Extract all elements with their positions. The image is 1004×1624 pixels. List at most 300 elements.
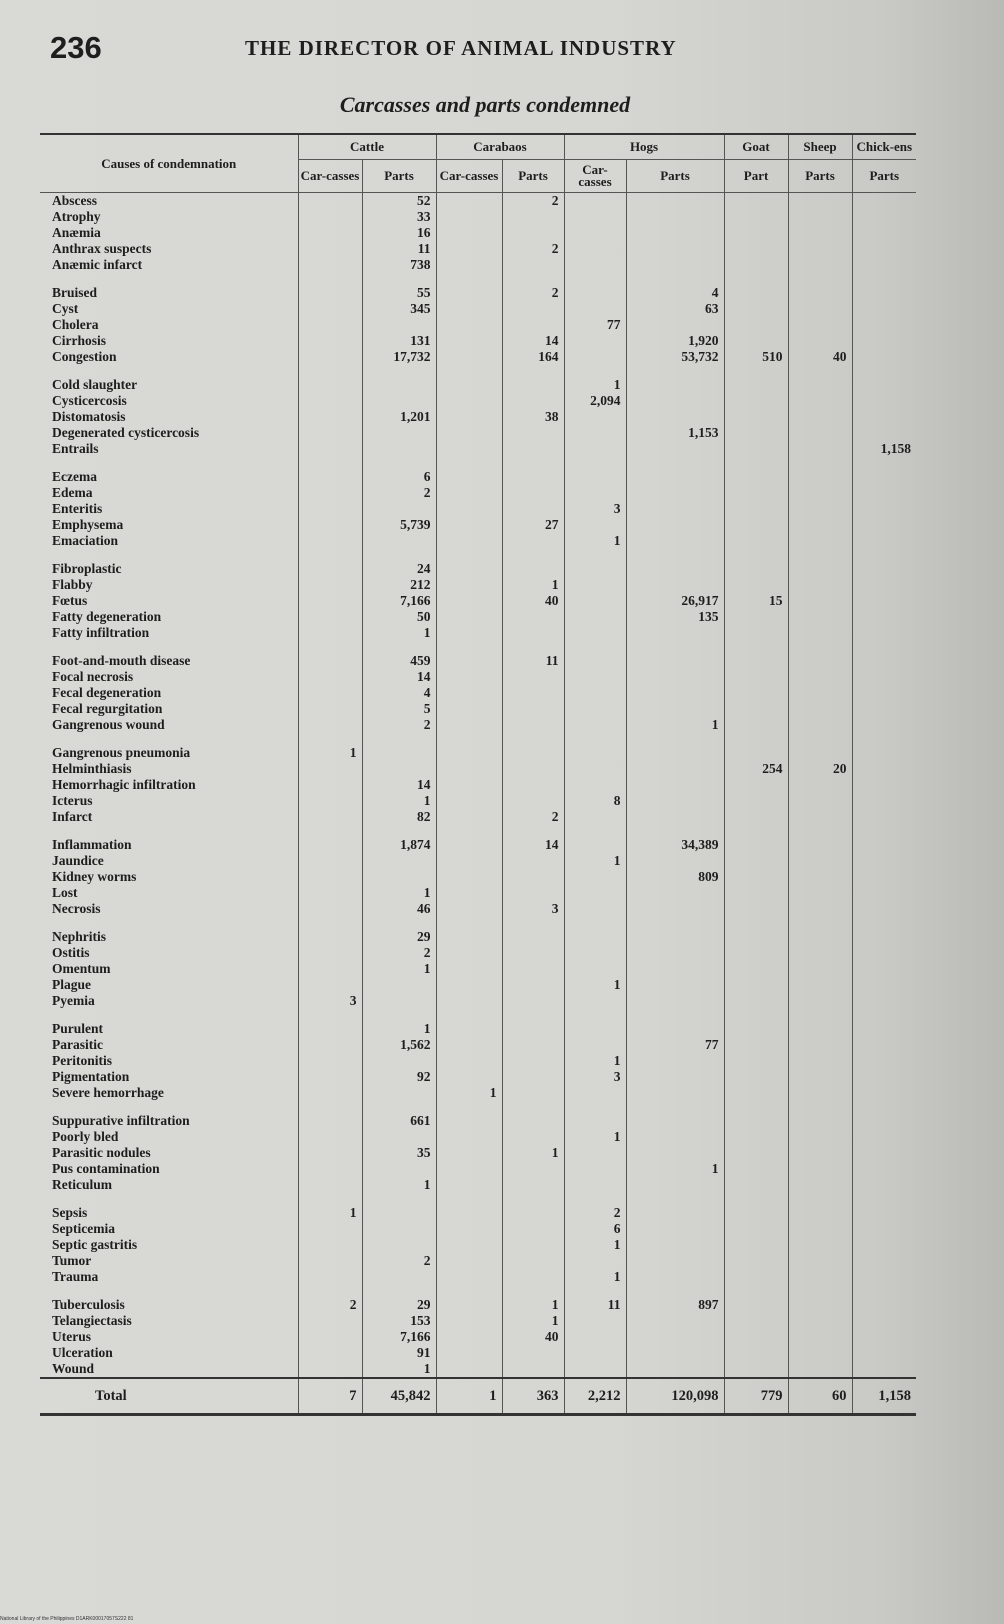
value-cell [788,853,852,869]
value-cell [436,257,502,273]
value-cell [502,961,564,977]
value-cell [626,885,724,901]
table-row [40,1329,916,1345]
value-cell [852,1037,916,1053]
table-row [40,393,916,409]
value-cell [788,317,852,333]
value-cell [626,257,724,273]
value-cell [724,717,788,733]
value-cell [362,1269,436,1285]
spacer-cell [852,549,916,561]
value-cell: 1,874 [362,837,436,853]
value-cell: 7,166 [362,593,436,609]
value-cell [724,609,788,625]
spacer-cell [724,365,788,377]
value-cell: 26,917 [626,593,724,609]
value-cell: 53,732 [626,349,724,365]
value-cell [724,225,788,241]
spacer-cell [852,457,916,469]
value-cell: 1,562 [362,1037,436,1053]
value-cell [724,993,788,1009]
value-cell [362,1161,436,1177]
cause-cell: Fatty infiltration [52,625,150,640]
value-cell [788,1085,852,1101]
value-cell [852,317,916,333]
value-cell [626,1237,724,1253]
value-cell: 2,094 [564,393,626,409]
spacer-cell [436,273,502,285]
spacer-cell [362,549,436,561]
cause-cell: Plague [52,977,91,992]
value-cell [564,717,626,733]
value-cell [626,469,724,485]
spacer-cell [298,273,362,285]
value-cell [788,469,852,485]
total-value: 7 [298,1378,362,1415]
value-cell [626,1361,724,1378]
table-row [40,609,916,625]
value-cell [852,1269,916,1285]
value-cell: 1 [502,1145,564,1161]
value-cell [724,853,788,869]
value-cell [564,301,626,317]
value-cell [788,1313,852,1329]
value-cell [564,209,626,225]
cause-cell: Distomatosis [52,409,126,424]
value-cell [626,901,724,917]
value-cell: 17,732 [362,349,436,365]
value-cell [788,625,852,641]
value-cell: 897 [626,1297,724,1313]
value-cell [298,501,362,517]
value-cell [436,517,502,533]
value-cell [436,793,502,809]
value-cell [436,577,502,593]
value-cell: 20 [788,761,852,777]
value-cell [502,393,564,409]
value-cell [564,1177,626,1193]
value-cell [852,853,916,869]
cause-cell: Cirrhosis [52,333,106,348]
value-cell [788,1053,852,1069]
cause-cell: Tuberculosis [52,1297,125,1312]
value-cell [564,809,626,825]
value-cell [852,577,916,593]
value-cell: 3 [564,501,626,517]
value-cell [852,1205,916,1221]
value-cell [436,717,502,733]
value-cell [626,225,724,241]
cause-cell: Wound [52,1361,95,1376]
value-cell [724,1329,788,1345]
value-cell [788,1253,852,1269]
value-cell [362,977,436,993]
value-cell [626,809,724,825]
value-cell [502,1345,564,1361]
value-cell [852,745,916,761]
group-spacer [40,457,916,469]
cause-cell: Fatty degeneration [52,609,162,624]
value-cell [436,1129,502,1145]
value-cell [626,945,724,961]
table-row [40,685,916,701]
value-cell: 38 [502,409,564,425]
spacer-cell [502,1009,564,1021]
group-spacer [40,641,916,653]
value-cell: 2 [502,193,564,210]
value-cell [724,809,788,825]
value-cell [502,533,564,549]
group-spacer [40,549,916,561]
value-cell [724,945,788,961]
spacer-cell [40,825,298,837]
value-cell [564,593,626,609]
value-cell [852,517,916,533]
value-cell [298,469,362,485]
spacer-cell [724,273,788,285]
value-cell [788,1069,852,1085]
value-cell: 2 [502,809,564,825]
value-cell [788,1205,852,1221]
spacer-cell [852,273,916,285]
table-row [40,317,916,333]
value-cell [626,1113,724,1129]
value-cell [626,761,724,777]
value-cell [788,1221,852,1237]
spacer-cell [626,1193,724,1205]
value-cell [852,885,916,901]
spacer-cell [502,1101,564,1113]
total-value: 60 [788,1378,852,1415]
value-cell [626,653,724,669]
value-cell [788,1345,852,1361]
value-cell [852,653,916,669]
spacer-cell [788,1285,852,1297]
value-cell [724,1129,788,1145]
cause-cell: Infarct [52,809,93,824]
spacer-cell [362,733,436,745]
value-cell [724,1177,788,1193]
value-cell [724,1053,788,1069]
value-cell [852,993,916,1009]
value-cell [626,625,724,641]
value-cell [298,885,362,901]
value-cell [298,301,362,317]
value-cell [564,257,626,273]
value-cell [788,777,852,793]
value-cell [788,517,852,533]
value-cell [724,1313,788,1329]
value-cell [298,193,362,210]
group-spacer [40,917,916,929]
spacer-cell [40,641,298,653]
value-cell [788,1361,852,1378]
value-cell [502,1269,564,1285]
spacer-cell [724,549,788,561]
value-cell [852,1085,916,1101]
spacer-cell [502,641,564,653]
value-cell [362,1237,436,1253]
value-cell: 4 [362,685,436,701]
value-cell [502,377,564,393]
table-row [40,577,916,593]
spacer-cell [298,1009,362,1021]
spacer-cell [564,549,626,561]
value-cell [502,1113,564,1129]
spacer-cell [502,273,564,285]
value-cell [564,1313,626,1329]
value-cell [436,625,502,641]
value-cell [724,1069,788,1085]
cause-cell: Icterus [52,793,93,808]
value-cell: 1,158 [852,441,916,457]
value-cell: 1 [362,961,436,977]
value-cell [852,241,916,257]
value-cell [724,929,788,945]
value-cell [626,977,724,993]
value-cell: 2 [362,945,436,961]
value-cell [298,837,362,853]
value-cell [852,257,916,273]
value-cell [502,257,564,273]
spacer-cell [502,365,564,377]
value-cell [298,349,362,365]
value-cell [852,1161,916,1177]
cause-cell: Pus contamination [52,1161,160,1176]
value-cell [502,1129,564,1145]
value-cell [502,1177,564,1193]
value-cell [626,317,724,333]
value-cell [564,1021,626,1037]
value-cell [724,653,788,669]
table-row [40,669,916,685]
value-cell [436,777,502,793]
value-cell [362,425,436,441]
value-cell [298,533,362,549]
value-cell: 6 [564,1221,626,1237]
spacer-cell [362,825,436,837]
value-cell [436,425,502,441]
spacer-cell [40,457,298,469]
value-cell [502,469,564,485]
value-cell [564,745,626,761]
total-value: 45,842 [362,1378,436,1415]
spacer-cell [852,917,916,929]
value-cell [788,285,852,301]
total-value: 1,158 [852,1378,916,1415]
table-row [40,837,916,853]
value-cell [298,717,362,733]
value-cell [502,609,564,625]
spacer-cell [724,457,788,469]
value-cell: 27 [502,517,564,533]
value-cell [298,377,362,393]
group-header-chickens: Chick-ens [852,134,916,160]
table-row [40,793,916,809]
spacer-cell [436,1285,502,1297]
value-cell: 11 [564,1297,626,1313]
value-cell [626,685,724,701]
cause-cell: Emphysema [52,517,124,532]
cause-cell: Poorly bled [52,1129,119,1144]
value-cell [788,225,852,241]
value-cell [852,777,916,793]
cause-cell: Telangiectasis [52,1313,132,1328]
value-cell [564,409,626,425]
value-cell [502,685,564,701]
value-cell [564,993,626,1009]
spacer-cell [564,457,626,469]
value-cell [626,193,724,210]
value-cell [564,945,626,961]
value-cell [298,625,362,641]
value-cell [626,669,724,685]
spacer-cell [298,917,362,929]
value-cell: 510 [724,349,788,365]
value-cell [298,1269,362,1285]
value-cell [436,993,502,1009]
table-row [40,209,916,225]
table-row [40,425,916,441]
value-cell [788,301,852,317]
value-cell [788,961,852,977]
spacer-cell [362,1101,436,1113]
value-cell [564,469,626,485]
table-row [40,469,916,485]
value-cell [502,793,564,809]
value-cell [502,929,564,945]
value-cell [724,1021,788,1037]
spacer-cell [436,549,502,561]
value-cell [436,1345,502,1361]
value-cell [852,609,916,625]
cause-cell: Trauma [52,1269,99,1284]
value-cell [436,193,502,210]
spacer-cell [502,733,564,745]
table-row [40,225,916,241]
spacer-cell [362,641,436,653]
spacer-cell [502,549,564,561]
spacer-cell [502,457,564,469]
value-cell [724,961,788,977]
value-cell [626,577,724,593]
table-row [40,333,916,349]
value-cell [564,685,626,701]
value-cell [724,533,788,549]
spacer-cell [788,365,852,377]
value-cell [852,1221,916,1237]
value-cell [626,1177,724,1193]
value-cell [626,1205,724,1221]
value-cell: 1 [564,533,626,549]
group-spacer [40,1009,916,1021]
table-row [40,625,916,641]
value-cell [852,1297,916,1313]
value-cell [724,977,788,993]
value-cell [788,1145,852,1161]
cause-cell: Suppurative infiltration [52,1113,190,1128]
value-cell [298,977,362,993]
value-cell [298,1361,362,1378]
value-cell: 6 [362,469,436,485]
group-spacer [40,733,916,745]
cause-cell: Ulceration [52,1345,113,1360]
value-cell: 24 [362,561,436,577]
value-cell [436,241,502,257]
value-cell [724,317,788,333]
value-cell [436,1237,502,1253]
cause-cell: Hemorrhagic infiltration [52,777,196,792]
value-cell [564,837,626,853]
value-cell [852,929,916,945]
value-cell: 1 [298,1205,362,1221]
table-row [40,1221,916,1237]
spacer-cell [436,733,502,745]
value-cell [626,853,724,869]
total-value: 779 [724,1378,788,1415]
value-cell [852,1177,916,1193]
value-cell: 459 [362,653,436,669]
value-cell [626,1129,724,1145]
value-cell [436,961,502,977]
value-cell [626,793,724,809]
value-cell [724,1113,788,1129]
value-cell: 1 [502,577,564,593]
value-cell [362,501,436,517]
table-row [40,977,916,993]
subheader-carabaos-carcasses: Car-casses [436,160,502,193]
value-cell [724,425,788,441]
value-cell [788,241,852,257]
value-cell [436,561,502,577]
table-row [40,485,916,501]
cause-cell: Atrophy [52,209,101,224]
subheader-goat-part: Part [724,160,788,193]
value-cell: 7,166 [362,1329,436,1345]
value-cell: 2 [502,285,564,301]
value-cell [852,561,916,577]
table-row [40,561,916,577]
value-cell [724,409,788,425]
value-cell [564,761,626,777]
value-cell: 16 [362,225,436,241]
value-cell [436,393,502,409]
value-cell [362,533,436,549]
value-cell [436,1021,502,1037]
spacer-cell [788,549,852,561]
value-cell [852,1313,916,1329]
cause-cell: Septicemia [52,1221,115,1236]
value-cell [362,1085,436,1101]
cause-cell: Sepsis [52,1205,88,1220]
value-cell [788,885,852,901]
value-cell [298,285,362,301]
value-cell [362,377,436,393]
table-row [40,1113,916,1129]
spacer-cell [724,641,788,653]
value-cell [502,317,564,333]
value-cell [788,593,852,609]
value-cell [564,1085,626,1101]
value-cell [788,1037,852,1053]
value-cell [298,809,362,825]
cause-cell: Pyemia [52,993,95,1008]
spacer-cell [436,365,502,377]
value-cell [502,209,564,225]
value-cell [724,577,788,593]
spacer-cell [362,917,436,929]
value-cell [362,1129,436,1145]
